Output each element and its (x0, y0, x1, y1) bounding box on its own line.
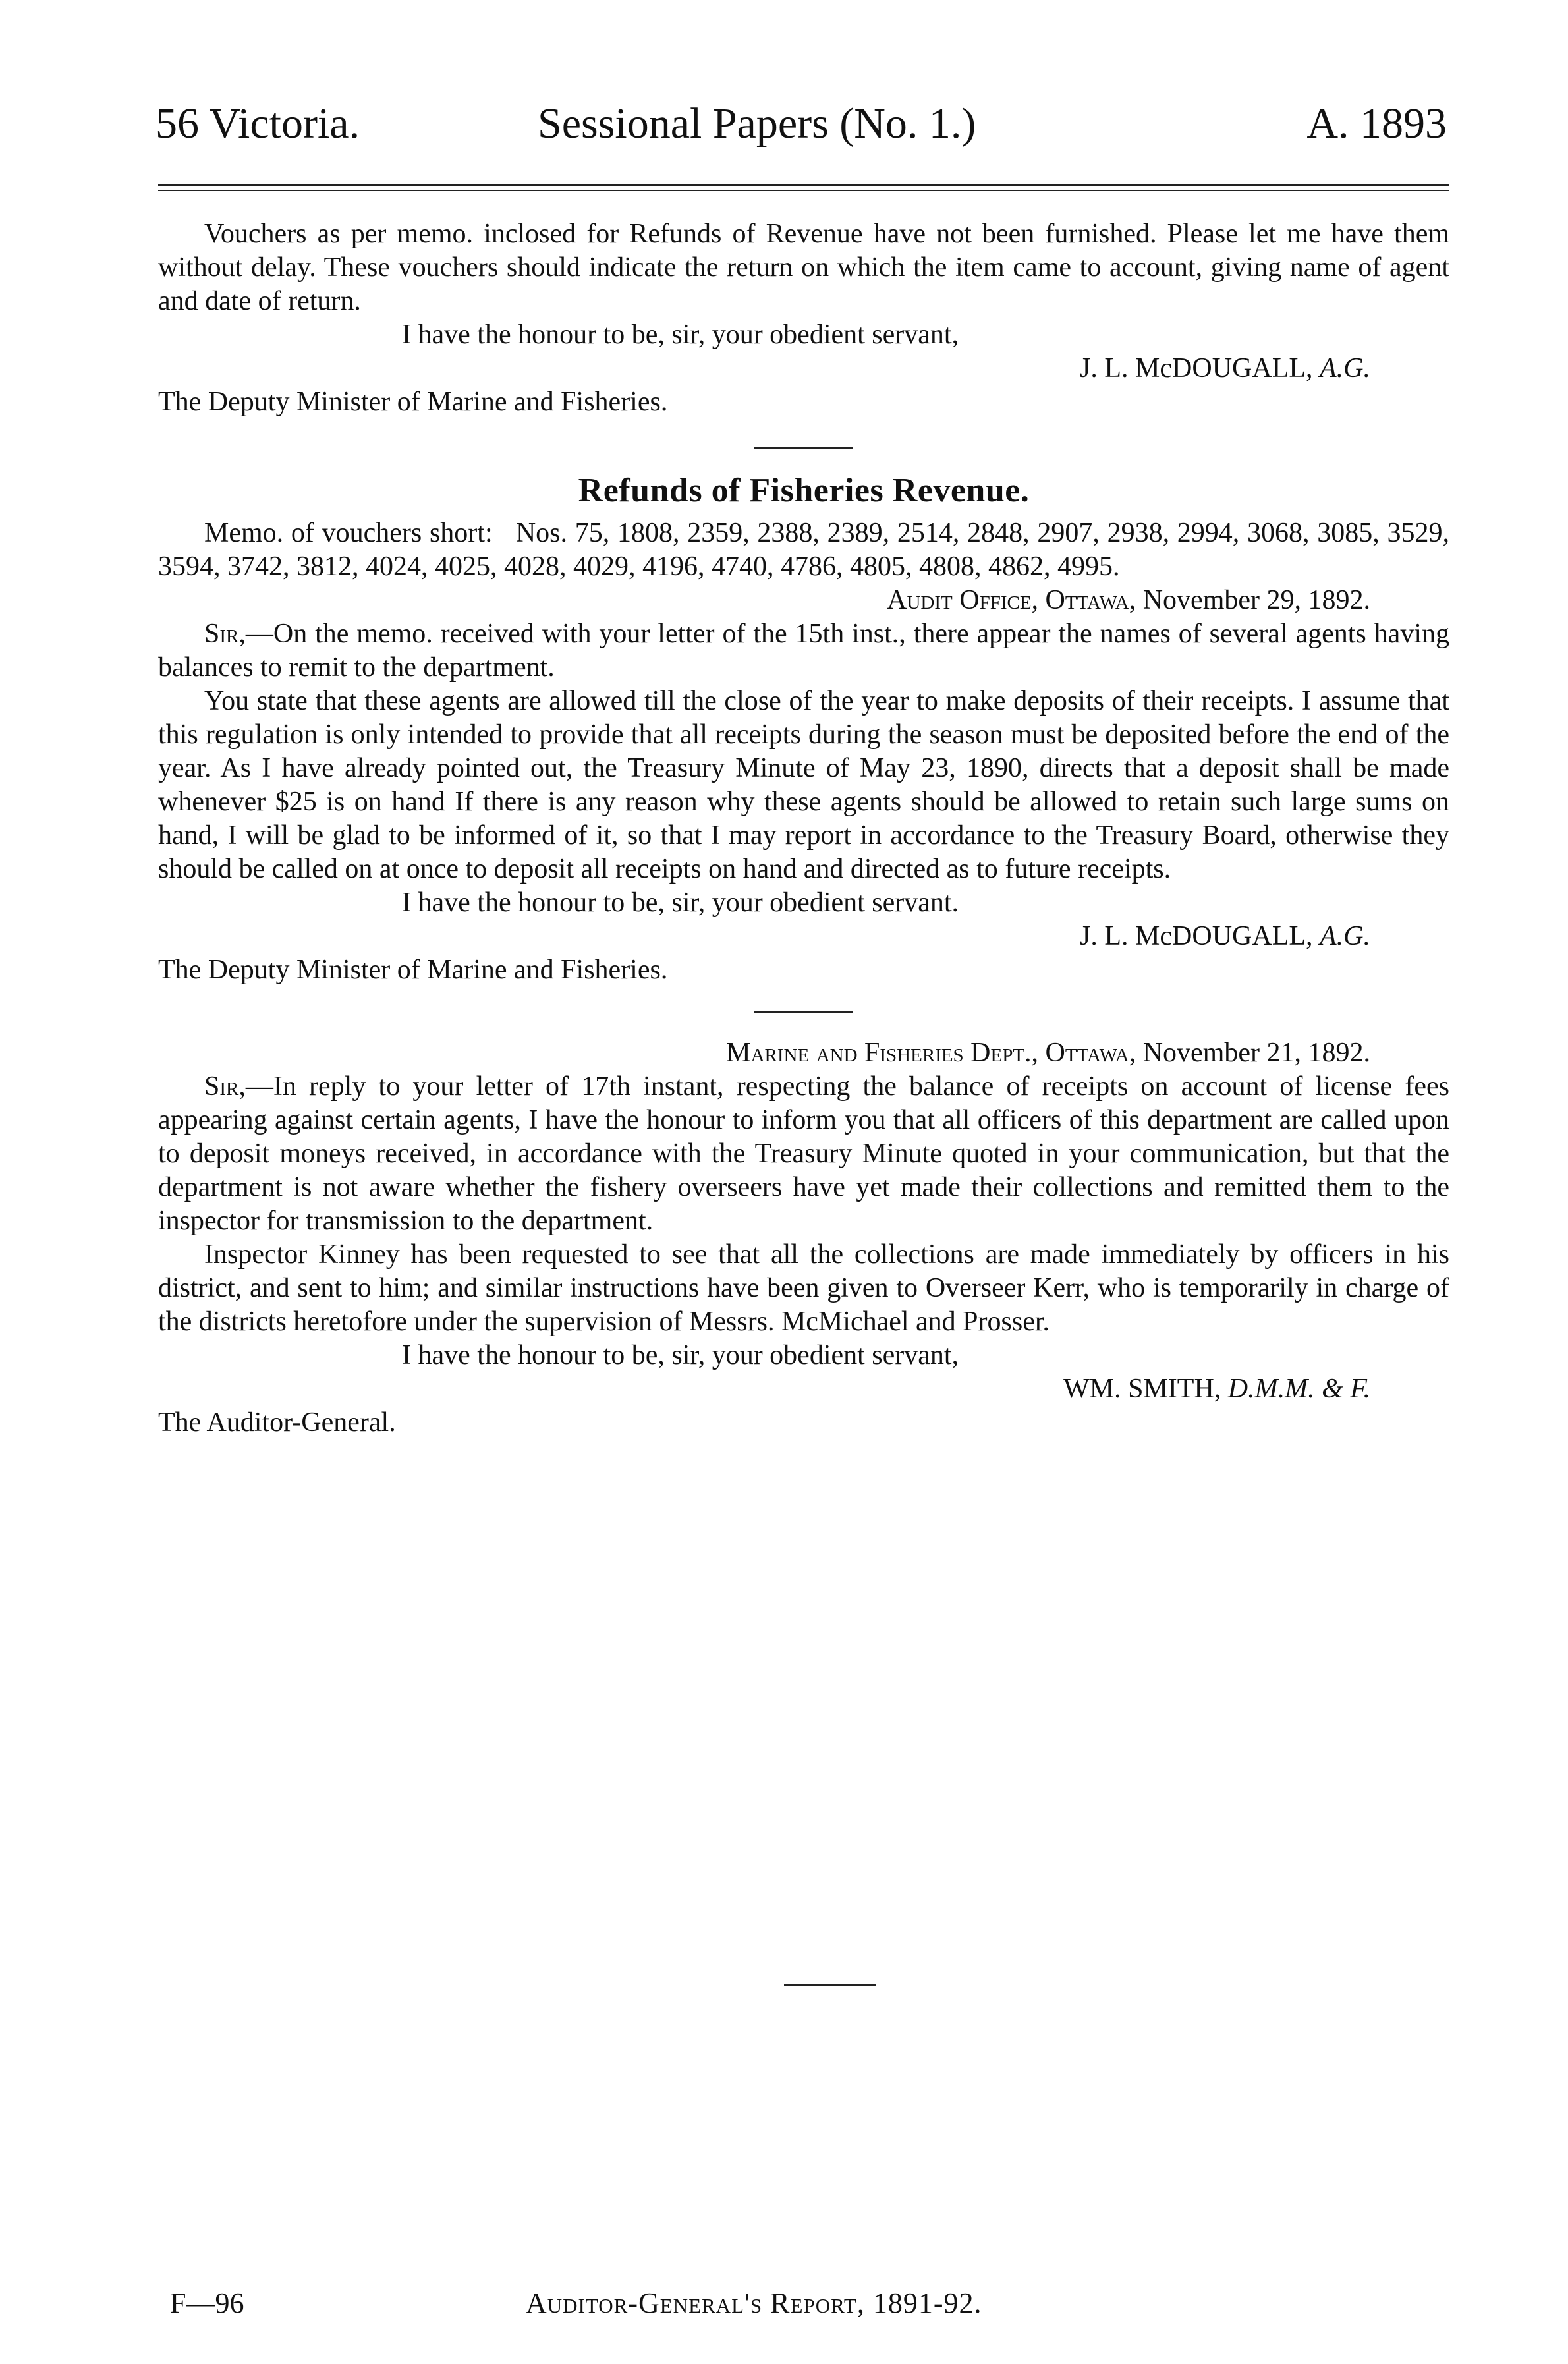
letter-3-addressee: The Auditor-General. (158, 1407, 396, 1438)
section-divider (754, 447, 853, 449)
footer-page-number: F—96 (170, 2287, 244, 2319)
section-title: Refunds of Fisheries Revenue. (578, 472, 1030, 509)
letter-1-signature (158, 352, 1449, 385)
document-body (158, 217, 1449, 1440)
letter-2-dateline-date: November 29, 1892. (1142, 585, 1370, 615)
letter-2-paragraph-1-text: —On the memo. received with your letter of the 15th inst., there appear the names of several agents having balances to remit to the department. (158, 619, 1449, 683)
letter-2-salutation: Sir, (204, 619, 246, 649)
letter-3-salutation: Sir, (204, 1071, 246, 1102)
header-rule (158, 184, 1449, 198)
letter-2-signature-name: J. L. McDOUGALL, (1080, 921, 1313, 951)
letter-2-signature-title: A.G. (1320, 921, 1370, 951)
letter-2-closing: I have the honour to be, sir, your obedient servant. (402, 887, 959, 918)
header-title: Sessional Papers (No. 1.) (538, 99, 976, 148)
letter-2-dateline (158, 584, 1449, 617)
header-year: A. 1893 (1306, 99, 1447, 148)
letter-2-signature (158, 920, 1449, 953)
section-divider-2 (754, 1011, 853, 1013)
memo-vouchers (158, 517, 1449, 584)
header-rule-top (158, 184, 1449, 186)
letter-3-signature (158, 1372, 1449, 1406)
header-session: 56 Victoria. (155, 99, 360, 148)
letter-2-paragraph-1 (158, 617, 1449, 685)
page-header (155, 99, 1447, 158)
letter-3-paragraph-1 (158, 1070, 1449, 1238)
letter-3-dateline-place: Marine and Fisheries Dept., Ottawa, (726, 1038, 1136, 1068)
letter-2-paragraph-2: You state that these agents are allowed till the close of the year to make deposits of their receipts. I assume that this regulation is only intended to provide that all receipts during the season must be deposited before the end of the year. As I have already pointed out, the Treasury Minute of May 23, 1890, directs that a deposit shall be made whenever $25 is on hand If there is any reason why these agents should be allowed to retain such large sums on hand, I will be glad to be informed of it, so that I may report in accordance to the Treasury Board, otherwise they should be called on at once to deposit all receipts on hand and directed as to future receipts. (158, 686, 1449, 884)
letter-3-dateline (158, 1036, 1449, 1070)
letter-2-addressee: The Deputy Minister of Marine and Fisheries. (158, 955, 668, 985)
letter-1-signature-title: A.G. (1320, 353, 1370, 383)
letter-3-signature-title: D.M.M. & F. (1227, 1374, 1370, 1404)
letter-1-signature-name: J. L. McDOUGALL, (1080, 353, 1313, 383)
letter-3-signature-name: WM. SMITH, (1063, 1374, 1221, 1404)
letter-1-paragraph: Vouchers as per memo. inclosed for Refunds of Revenue have not been furnished. Please let me have them without delay. These vouchers should indicate the return on which the item came to account, giving name of agent and date of return. (158, 219, 1449, 316)
letter-2-dateline-place: Audit Office, Ottawa, (887, 585, 1136, 615)
letter-3-dateline-date: November 21, 1892. (1142, 1038, 1370, 1068)
letter-1-closing: I have the honour to be, sir, your obedient servant, (402, 320, 959, 350)
letter-3-paragraph-2: Inspector Kinney has been requested to see that all the collections are made immediately by officers in his district, and sent to him; and similar instructions have been given to Overseer Kerr, who is temporarily in charge of the districts heretofore under the supervision of Messrs. McMichael and Prosser. (158, 1239, 1449, 1337)
letter-1-addressee: The Deputy Minister of Marine and Fisheries. (158, 387, 668, 417)
letter-3-closing: I have the honour to be, sir, your obedient servant, (402, 1340, 959, 1370)
letter-3 (158, 1036, 1449, 1440)
refunds-section (158, 474, 1449, 584)
memo-label: Memo. of vouchers short: (204, 518, 493, 548)
letter-2 (158, 584, 1449, 987)
end-divider (784, 1984, 876, 1986)
memo-numbers: Nos. 75, 1808, 2359, 2388, 2389, 2514, 2848, 2907, 2938, 2994, 3068, 3085, 3529, 3594, 3742, 3812, 4024, 4025, 4028, 4029, 4196, 4740, 4786, 4805, 4808, 4862, 4995. (158, 518, 1449, 582)
header-rule-bottom (158, 190, 1449, 191)
footer-report-title: Auditor-General's Report, 1891-92. (526, 2287, 982, 2319)
letter-1 (158, 217, 1449, 419)
letter-3-paragraph-1-text: —In reply to your letter of 17th instant, respecting the balance of receipts on account of license fees appearing against certain agents, I have the honour to inform you that all officers of this department are called upon to deposit moneys received, in accordance with the Treasury Minute quoted in your communication, but that the department is not aware whether the fishery overseers have yet made their collections and remitted them to the inspector for transmission to the department. (158, 1071, 1449, 1236)
